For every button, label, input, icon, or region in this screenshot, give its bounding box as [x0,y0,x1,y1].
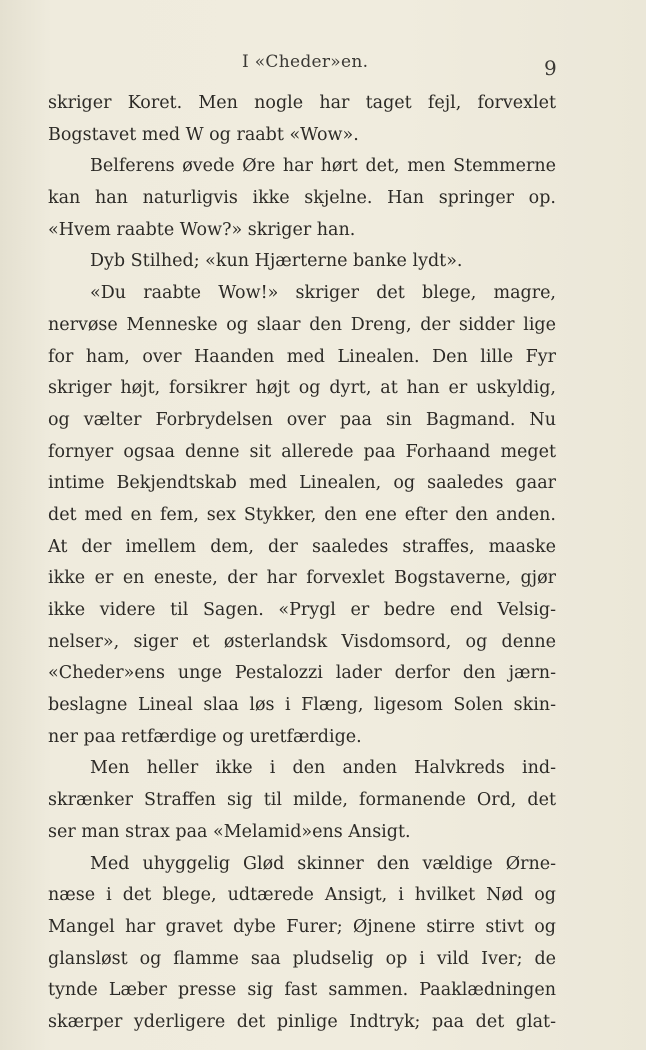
text-line: tynde Læber presse sig fast sammen. Paaklædningen [48,980,556,1001]
text-line: Men heller ikke i den anden Halvkreds ind- [90,758,556,779]
text-line: skærper yderligere det pinlige Indtryk; paa det glat- [48,1011,556,1032]
text-line: ner paa retfærdige og uretfærdige. [48,726,362,747]
text-line: ikke er en eneste, der har forvexlet Bogstaverne, gjør [48,568,556,589]
text-line: kan han naturligvis ikke skjelne. Han springer op. [48,188,556,209]
text-line: intime Bekjendtskab med Linealen, og saaledes gaar [48,473,556,494]
text-line: beslagne Lineal slaa løs i Flæng, ligesom Solen skin- [48,695,556,716]
text-line: «Hvem raabte Wow?» skriger han. [48,219,356,240]
text-line: Mangel har gravet dybe Furer; Øjnene stirre stivt og [48,916,556,937]
text-line: skriger højt, forsikrer højt og dyrt, at han er uskyldig, [48,378,556,399]
text-line: nelser», siger et østerlandsk Visdomsord, og denne [48,631,556,652]
text-line: «Du raabte Wow!» skriger det blege, magre, [90,283,556,304]
running-head [0,52,646,82]
text-line: næse i det blege, udtærede Ansigt, i hvilket Nød og [48,885,556,906]
text-line: skriger Koret. Men nogle har taget fejl, forvexlet [48,93,556,113]
text-line: ikke videre til Sagen. «Prygl er bedre end Velsig- [48,600,556,620]
text-line: fornyer ogsaa denne sit allerede paa Forhaand meget [48,441,556,462]
text-line: glansløst og flamme saa pludselig op i vild Iver; de [48,948,556,969]
text-line: nervøse Menneske og slaar den Dreng, der sidder lige [48,314,556,335]
text-line: At der imellem dem, der saaledes straffes, maaske [48,536,556,557]
chapter-title: I «Cheder»en. [242,52,369,72]
text-line: for ham, over Haanden med Linealen. Den lille Fyr [48,346,556,367]
text-line: det med en fem, sex Stykker, den ene efter den anden. [48,504,556,525]
body-text [48,88,556,1039]
text-line: Bogstavet med W og raabt «Wow». [48,124,359,145]
text-line: og vælter Forbrydelsen over paa sin Bagmand. Nu [48,409,556,430]
text-line: ser man strax paa «Melamid»ens Ansigt. [48,821,411,842]
text-line: Dyb Stilhed; «kun Hjærterne banke lydt». [90,251,463,272]
text-line: Belferens øvede Øre har hørt det, men Stemmerne [90,156,556,177]
text-line: «Cheder»ens unge Pestalozzi lader derfor den jærn- [48,663,556,684]
text-line: skrænker Straffen sig til milde, formanende Ord, det [48,790,556,811]
text-line: Med uhyggelig Glød skinner den vældige Ørne- [90,853,556,874]
page-number: 9 [544,56,557,80]
